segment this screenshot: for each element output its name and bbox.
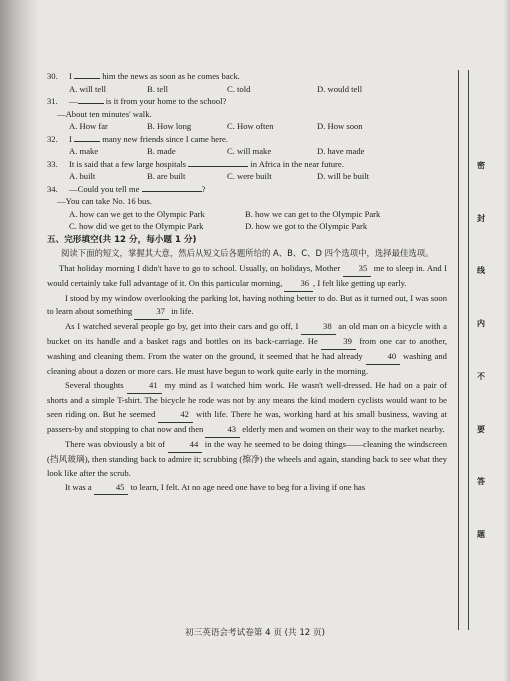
section-instructions: 阅读下面的短文，掌握其大意，然后从短文后各题所给的 A、B、C、D 四个选项中，选择最佳选项。 xyxy=(61,247,434,258)
answer-blank xyxy=(188,166,248,167)
options-32: A. make B. made C. will make D. have made xyxy=(69,146,365,156)
answer-blank xyxy=(74,141,100,142)
cloze-blank-44: 44 xyxy=(168,438,203,453)
scan-shadow-left xyxy=(0,0,40,681)
passage-paragraph: It was a 45 to learn, I felt. At no age need one have to beg for a living if one has xyxy=(47,481,447,496)
cloze-blank-42: 42 xyxy=(158,408,193,423)
dialog-reply-34: —You can take No. 16 bus. xyxy=(57,196,152,206)
cloze-blank-36: 36 xyxy=(284,277,313,292)
question-33: 33. It is said that a few large hospitals in Africa in the near future. xyxy=(47,158,344,169)
question-30: 30. I him the news as soon as he comes back. xyxy=(47,71,240,81)
options-30: A. will tell B. tell C. told D. would tell xyxy=(69,83,363,94)
passage-paragraph: There was obviously a bit of 44 in the way he seemed to be doing things——cleaning the windscreen (挡风玻璃), then standing back to admire it; scrubbing (擦净) the wheels and again, standing back to see what they look like after the scrub. xyxy=(47,438,447,478)
question-32: 32. I many new friends since I came here. xyxy=(47,133,228,144)
cloze-blank-41: 41 xyxy=(127,379,162,394)
exam-page xyxy=(47,70,447,495)
passage-paragraph: Several thoughts 41 my mind as I watched him work. He wasn't well-dressed. He had on a pair of shorts and a simple T-shirt. The bicycle he rode was not by any means the kind modern cyclists would want to be seen riding on. But he seemed 42 with life. There he was, working hard at his small business, waving at passers-by and stopping to chat now and then 43 elderly men and women on their way to the market nearby. xyxy=(47,379,447,438)
passage-paragraph: As I watched several people go by, get into their cars and go off, I 38 an old man on a bicycle with a bucket on its handle and a basket rags and bottles on its back-carriage. He 39 from one car to another, washing and cleaning them. From the water on the ground, it seemed that he had already 40 washing and cleaning about a dozen or more cars. He must have begun to work quite early in the morning. xyxy=(47,321,447,377)
cloze-blank-37: 37 xyxy=(134,305,169,320)
cloze-blank-40: 40 xyxy=(366,350,401,365)
answer-blank xyxy=(74,78,100,79)
question-34: 34. —Could you tell me ? xyxy=(47,183,206,194)
answer-blank xyxy=(78,103,104,104)
cloze-blank-45: 45 xyxy=(94,481,129,496)
options-34-row2: C. how did we get to the Olympic Park D. how we got to the Olympic Park xyxy=(69,221,368,231)
cloze-blank-43: 43 xyxy=(205,423,240,438)
dialog-reply-31: —About ten minutes' walk. xyxy=(57,108,152,119)
options-31: A. How far B. How long C. How often D. How soon xyxy=(69,121,363,131)
options-34-row1: A. how can we get to the Olympic Park B. how we can get to the Olympic Park xyxy=(69,208,381,219)
scan-shadow-right xyxy=(504,0,510,681)
question-31: 31. — is it from your home to the school? xyxy=(47,96,227,106)
cloze-blank-35: 35 xyxy=(343,262,372,277)
options-33: A. built B. are built C. were built D. will be built xyxy=(69,171,370,181)
binding-margin-notice: 密 封 线 内 不 要 答 题 xyxy=(477,161,485,539)
section-title: 五、完形填空(共 12 分，每小题 1 分) xyxy=(47,234,197,245)
answer-blank xyxy=(142,191,202,192)
cloze-blank-39: 39 xyxy=(321,335,356,350)
cloze-blank-38: 38 xyxy=(301,320,336,335)
page-footer: 初三英语会考试卷第 4 页 (共 12 页) xyxy=(185,628,325,638)
passage-paragraph: That holiday morning I didn't have to go to school. Usually, on holidays, Mother 35 me to sleep in. And I would certainly take full advantage of it. On this particular morning, 36 , I felt like getting up early. xyxy=(47,262,447,292)
passage-paragraph: I stood by my window overlooking the parking lot, having nothing better to do. But as it turned out, I was soon to learn about something 37 in life. xyxy=(47,292,447,321)
